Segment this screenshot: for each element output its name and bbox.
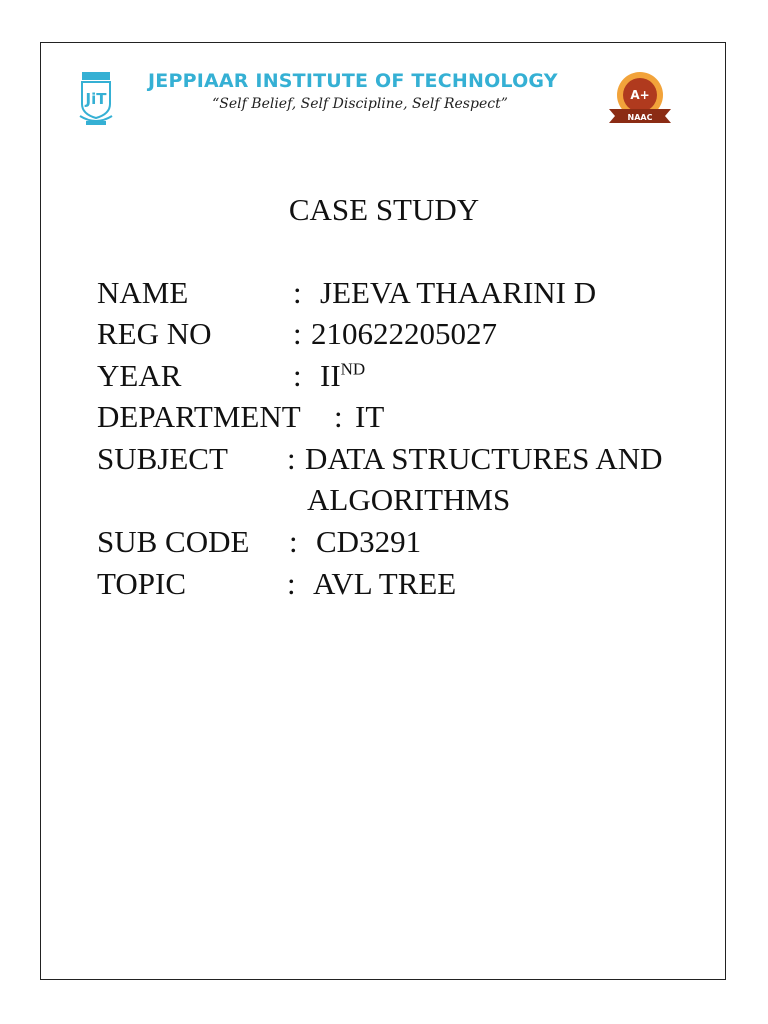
svg-text:NAAC: NAAC [627, 113, 653, 122]
sub-code-value: CD3291 [316, 524, 422, 559]
sub-code-separator: : [289, 524, 298, 559]
subject-value-line2: ALGORITHMS [307, 482, 511, 517]
topic-separator: : [287, 566, 296, 601]
name-value: JEEVA THAARINI D [320, 275, 597, 310]
svg-text:JiT: JiT [85, 90, 107, 108]
year-label: YEAR [97, 358, 182, 393]
college-logo-icon [78, 70, 114, 128]
year-separator: : [293, 358, 302, 393]
reg-no-label: REG NO [97, 316, 212, 351]
naac-seal-icon [607, 69, 673, 125]
department-value: IT [355, 399, 385, 434]
reg-no-separator: : [293, 316, 302, 351]
reg-no-value: 210622205027 [311, 316, 497, 351]
name-separator: : [293, 275, 302, 310]
year-value-main: II [320, 358, 341, 393]
year-value [320, 358, 365, 394]
topic-label: TOPIC [97, 566, 187, 601]
subject-label: SUBJECT [97, 441, 228, 476]
subject-value: DATA STRUCTURES AND [305, 441, 663, 476]
subject-separator: : [287, 441, 296, 476]
institute-motto: “Self Belief, Self Discipline, Self Respect” [212, 96, 508, 112]
document-title: CASE STUDY [288, 192, 480, 227]
svg-text:A+: A+ [630, 88, 650, 102]
department-separator: : [334, 399, 343, 434]
topic-value: AVL TREE [313, 566, 457, 601]
year-value-superscript: ND [340, 359, 366, 379]
name-label: NAME [97, 275, 189, 310]
sub-code-label: SUB CODE [97, 524, 250, 559]
department-label: DEPARTMENT [97, 399, 301, 434]
institute-name: JEPPIAAR INSTITUTE OF TECHNOLOGY [148, 70, 558, 92]
